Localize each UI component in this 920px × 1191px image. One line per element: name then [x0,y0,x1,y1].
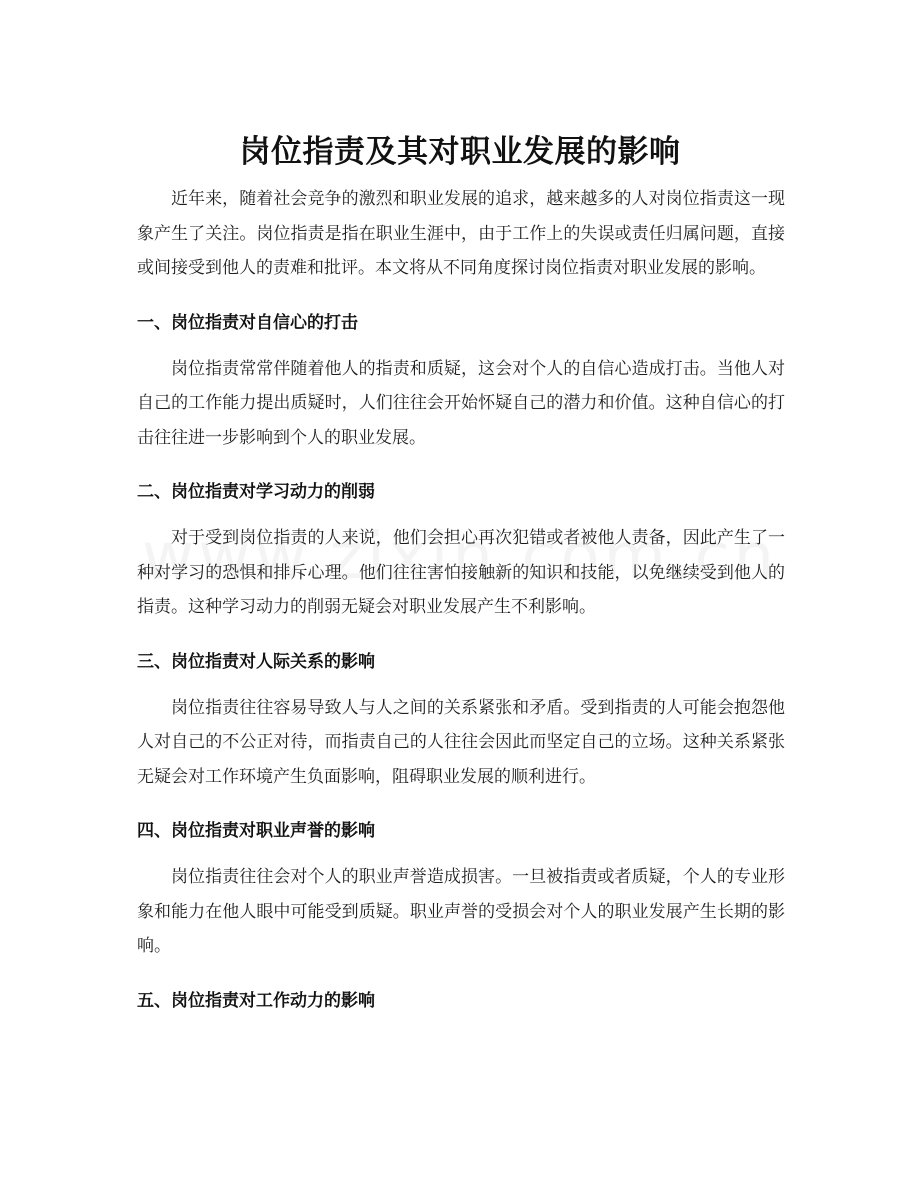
document-title: 岗位指责及其对职业发展的影响 [239,133,681,170]
section-heading-2: 二、岗位指责对学习动力的削弱 [137,482,375,502]
section-paragraph-2: 对于受到岗位指责的人来说，他们会担心再次犯错或者被他人责备，因此产生了一种对学习的恐惧和排斥心理。他们往往害怕接触新的知识和技能，以免继续受到他人的指责。这种学习动力的削弱无疑会对职业发展产生不利影响。 [137,528,785,617]
section-heading-1: 一、岗位指责对自信心的打击 [137,312,358,333]
section-heading-3: 三、岗位指责对人际关系的影响 [137,651,375,672]
section-paragraph-1: 岗位指责常常伴随着他人的指责和质疑，这会对个人的自信心造成打击。当他人对自己的工作能力提出质疑时，人们往往会开始怀疑自己的潜力和价值。这种自信心的打击往往进一步影响到个人的职业发展。 [137,358,785,448]
section-paragraph-3: 岗位指责往往容易导致人与人之间的关系紧张和矛盾。受到指责的人可能会抱怨他人对自己的不公正对待，而指责自己的人往往会因此而坚定自己的立场。这种关系紧张无疑会对工作环境产生负面影响，阻碍职业发展的顺利进行。 [137,697,785,787]
section-heading-5: 五、岗位指责对工作动力的影响 [137,990,375,1011]
section-heading-4: 四、岗位指责对职业声誉的影响 [137,821,375,841]
section-paragraph-4: 岗位指责往往会对个人的职业声誉造成损害。一旦被指责或者质疑，个人的专业形象和能力在他人眼中可能受到质疑。职业声誉的受损会对个人的职业发展产生长期的影响。 [137,867,785,956]
document-body [137,182,785,1018]
intro-paragraph: 近年来，随着社会竞争的激烈和职业发展的追求，越来越多的人对岗位指责这一现象产生了关注。岗位指责是指在职业生涯中，由于工作上的失误或责任归属问题，直接或间接受到他人的责难和批评。本文将从不同角度探讨岗位指责对职业发展的影响。 [137,189,785,278]
